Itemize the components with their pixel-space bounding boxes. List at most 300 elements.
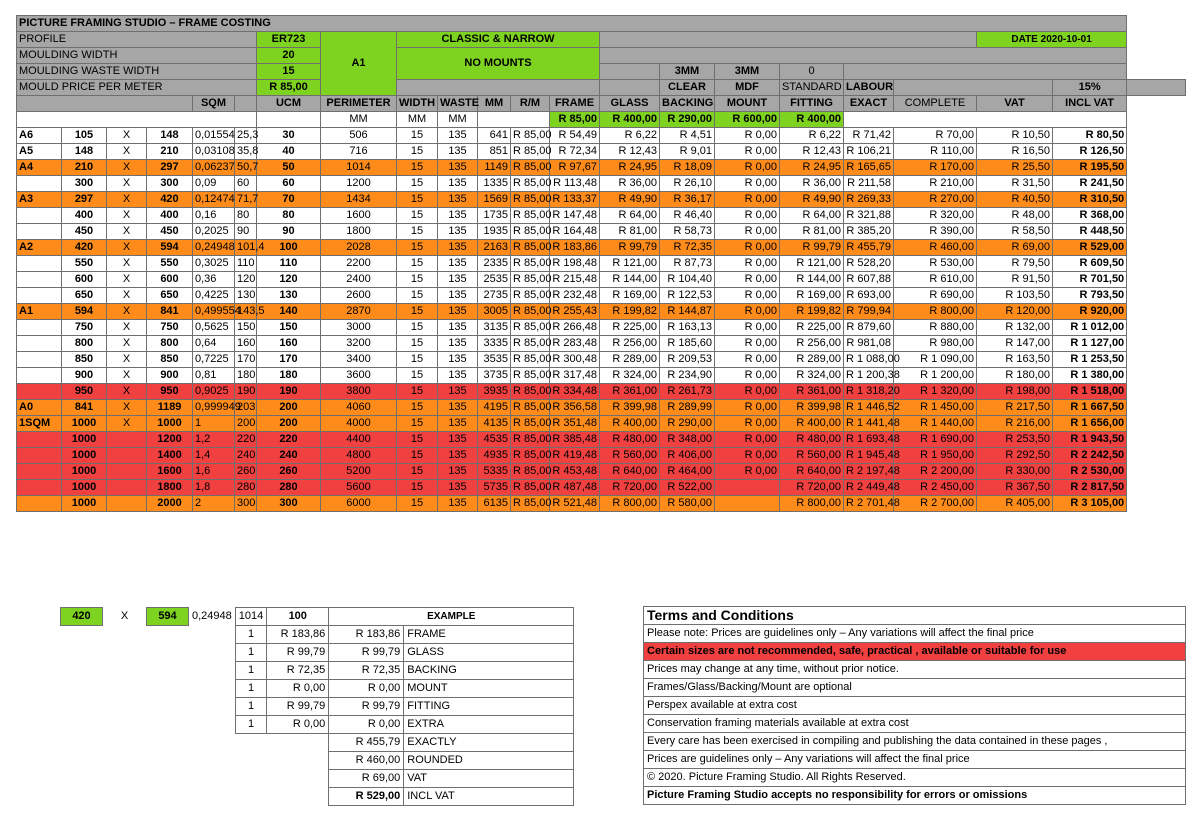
height-cell: 900 <box>147 368 193 384</box>
exact-cost-cell: R 1 441,48 <box>844 416 894 432</box>
incl-vat-cell: R 2 530,00 <box>1053 464 1127 480</box>
width-mm-cell: 15 <box>397 336 438 352</box>
complete-price-cell: R 170,00 <box>894 160 977 176</box>
mww-value[interactable]: 15 <box>257 64 321 80</box>
times-cell <box>107 464 147 480</box>
vat-cell: R 292,50 <box>977 448 1053 464</box>
incl-vat-cell: R 793,50 <box>1053 288 1127 304</box>
total-mm-cell: 4935 <box>478 448 511 464</box>
perimeter-cell: 3600 <box>321 368 397 384</box>
incl-vat-cell: R 701,50 <box>1053 272 1127 288</box>
unit-glass[interactable]: R 400,00 <box>600 112 660 128</box>
times-cell: X <box>107 272 147 288</box>
col-ucm: UCM <box>257 96 321 112</box>
unit-backing[interactable]: R 290,00 <box>660 112 715 128</box>
times-cell: X <box>107 288 147 304</box>
complete-price-cell: R 390,00 <box>894 224 977 240</box>
width-cell: 1000 <box>62 496 107 512</box>
width-mm-cell: 15 <box>397 400 438 416</box>
vat-cell: R 10,50 <box>977 128 1053 144</box>
times-cell <box>107 448 147 464</box>
backing-cost-cell: R 46,40 <box>660 208 715 224</box>
incl-vat-cell: R 529,00 <box>1053 240 1127 256</box>
rate-per-meter-cell: R 85,00 <box>511 384 550 400</box>
sqm-cell: 0,5625 <box>193 320 235 336</box>
sqm-cell: 0,12474 <box>193 192 235 208</box>
example-line-total: R 99,79 <box>329 644 404 662</box>
example-width[interactable]: 420 <box>61 608 103 626</box>
total-mm-cell: 2335 <box>478 256 511 272</box>
example-unit-cost: R 99,79 <box>267 698 329 716</box>
glass-cost-cell: R 720,00 <box>600 480 660 496</box>
glass-cost-cell: R 6,22 <box>600 128 660 144</box>
table-row <box>17 272 1186 288</box>
total-mm-cell: 1569 <box>478 192 511 208</box>
half-perimeter-cell: 60 <box>235 176 257 192</box>
incl-vat-cell: R 920,00 <box>1053 304 1127 320</box>
incl-vat-cell: R 310,50 <box>1053 192 1127 208</box>
mount-cost-cell: R 0,00 <box>715 208 780 224</box>
unit-width: MM <box>397 112 438 128</box>
height-cell: 950 <box>147 384 193 400</box>
width-mm-cell: 15 <box>397 496 438 512</box>
costing-table <box>16 15 1186 512</box>
vat-cell: R 103,50 <box>977 288 1053 304</box>
backing-cost-cell: R 18,09 <box>660 160 715 176</box>
exact-cost-cell: R 2 197,48 <box>844 464 894 480</box>
terms-line: Perspex available at extra cost <box>644 697 1186 715</box>
exact-cost-cell: R 211,58 <box>844 176 894 192</box>
waste-cell: 135 <box>438 352 478 368</box>
moulding-waste-row <box>17 64 1186 80</box>
mount-cost-cell: R 0,00 <box>715 384 780 400</box>
title-row <box>17 16 1186 32</box>
size-name-cell <box>17 384 62 400</box>
waste-cell: 135 <box>438 176 478 192</box>
perimeter-cell: 506 <box>321 128 397 144</box>
height-cell: 300 <box>147 176 193 192</box>
perimeter-cell: 1014 <box>321 160 397 176</box>
total-mm-cell: 1335 <box>478 176 511 192</box>
waste-cell: 135 <box>438 368 478 384</box>
size-name-cell: A6 <box>17 128 62 144</box>
total-mm-cell: 1935 <box>478 224 511 240</box>
waste-cell: 135 <box>438 416 478 432</box>
example-height[interactable]: 594 <box>147 608 189 626</box>
frame-cost-cell: R 453,48 <box>550 464 600 480</box>
width-cell: 1000 <box>62 464 107 480</box>
waste-cell: 135 <box>438 432 478 448</box>
example-line-total: R 72,35 <box>329 662 404 680</box>
fitting-cost-cell: R 49,90 <box>780 192 844 208</box>
mount-cost-cell: R 0,00 <box>715 368 780 384</box>
vat-cell: R 180,00 <box>977 368 1053 384</box>
example-qty: 1 <box>235 680 266 698</box>
sqm-cell: 0,03108 <box>193 144 235 160</box>
waste-cell: 135 <box>438 384 478 400</box>
width-mm-cell: 15 <box>397 448 438 464</box>
fitting-cost-cell: R 800,00 <box>780 496 844 512</box>
mount-cost-cell <box>715 496 780 512</box>
width-mm-cell: 15 <box>397 208 438 224</box>
sqm-cell: 0,09 <box>193 176 235 192</box>
backing-cost-cell: R 36,17 <box>660 192 715 208</box>
height-cell: 841 <box>147 304 193 320</box>
example-line-total: R 99,79 <box>329 698 404 716</box>
rate-per-meter-cell: R 85,00 <box>511 144 550 160</box>
waste-cell: 135 <box>438 256 478 272</box>
moulding-width-row <box>17 48 1186 64</box>
table-row <box>17 192 1186 208</box>
times-cell: X <box>107 128 147 144</box>
table-row <box>17 160 1186 176</box>
waste-cell: 135 <box>438 464 478 480</box>
exact-cost-cell: R 455,79 <box>844 240 894 256</box>
terms-line: Frames/Glass/Backing/Mount are optional <box>644 679 1186 697</box>
blank-cell-5 <box>1127 80 1186 96</box>
example-table <box>60 607 574 806</box>
times-cell: X <box>107 240 147 256</box>
vat-cell: R 31,50 <box>977 176 1053 192</box>
table-row <box>17 288 1186 304</box>
frame-cost-cell: R 521,48 <box>550 496 600 512</box>
exact-cost-cell: R 981,08 <box>844 336 894 352</box>
ucm-cell: 150 <box>257 320 321 336</box>
width-cell: 550 <box>62 256 107 272</box>
width-cell: 850 <box>62 352 107 368</box>
terms-line: Certain sizes are not recommended, safe, practical , available or suitable for use <box>644 643 1186 661</box>
width-mm-cell: 15 <box>397 176 438 192</box>
unit-mount[interactable]: R 600,00 <box>715 112 780 128</box>
frame-cost-cell: R 215,48 <box>550 272 600 288</box>
example-qty: 1 <box>235 644 266 662</box>
width-mm-cell: 15 <box>397 288 438 304</box>
exact-cost-cell: R 165,65 <box>844 160 894 176</box>
rate-per-meter-cell: R 85,00 <box>511 464 550 480</box>
profile-row <box>17 32 1186 48</box>
exact-cost-cell: R 2 701,48 <box>844 496 894 512</box>
rate-per-meter-cell: R 85,00 <box>511 368 550 384</box>
table-row <box>17 448 1186 464</box>
glass-cost-cell: R 169,00 <box>600 288 660 304</box>
table-row <box>17 368 1186 384</box>
unit-frame[interactable]: R 85,00 <box>550 112 600 128</box>
col-incl-vat: INCL VAT <box>1053 96 1127 112</box>
rate-per-meter-cell: R 85,00 <box>511 448 550 464</box>
size-name-cell <box>17 352 62 368</box>
sqm-cell: 1,8 <box>193 480 235 496</box>
blank-unit <box>17 112 257 128</box>
glass-cost-cell: R 81,00 <box>600 224 660 240</box>
col-vat: VAT <box>977 96 1053 112</box>
clear-label: CLEAR <box>660 80 715 96</box>
example-qty: 1 <box>235 716 266 734</box>
blank-cell-4 <box>894 80 1053 96</box>
ucm-cell: 160 <box>257 336 321 352</box>
ucm-cell: 90 <box>257 224 321 240</box>
waste-cell: 135 <box>438 304 478 320</box>
vat-cell: R 163,50 <box>977 352 1053 368</box>
frame-cost-cell: R 487,48 <box>550 480 600 496</box>
unit-fitting[interactable]: R 400,00 <box>780 112 844 128</box>
table-row <box>17 304 1186 320</box>
width-cell: 650 <box>62 288 107 304</box>
glass-cost-cell: R 199,82 <box>600 304 660 320</box>
width-cell: 594 <box>62 304 107 320</box>
width-mm-cell: 15 <box>397 272 438 288</box>
half-perimeter-cell: 280 <box>235 480 257 496</box>
mould-price-row <box>17 80 1186 96</box>
size-name-cell <box>17 464 62 480</box>
waste-cell: 135 <box>438 208 478 224</box>
width-mm-cell: 15 <box>397 352 438 368</box>
example-line-label: MOUNT <box>404 680 574 698</box>
half-perimeter-cell: 35,8 <box>235 144 257 160</box>
complete-price-cell: R 320,00 <box>894 208 977 224</box>
perimeter-cell: 1800 <box>321 224 397 240</box>
half-perimeter-cell: 203 <box>235 400 257 416</box>
example-sqm: 0,24948 <box>192 610 232 622</box>
width-mm-cell: 15 <box>397 160 438 176</box>
table-row <box>17 336 1186 352</box>
size-name-cell: A1 <box>17 304 62 320</box>
times-cell: X <box>107 304 147 320</box>
height-cell: 650 <box>147 288 193 304</box>
width-mm-cell: 15 <box>397 464 438 480</box>
rate-per-meter-cell: R 85,00 <box>511 192 550 208</box>
size-name-cell <box>17 208 62 224</box>
terms-line-row <box>644 661 1186 679</box>
blank-colhead-2 <box>235 96 257 112</box>
vat-cell: R 25,50 <box>977 160 1053 176</box>
half-perimeter-cell: 240 <box>235 448 257 464</box>
frame-cost-cell: R 232,48 <box>550 288 600 304</box>
col-mm: MM <box>478 96 511 112</box>
height-cell: 1200 <box>147 432 193 448</box>
perimeter-cell: 5600 <box>321 480 397 496</box>
frame-cost-cell: R 300,48 <box>550 352 600 368</box>
unit-price-row <box>17 112 1186 128</box>
profile-label: PROFILE <box>17 32 257 48</box>
width-cell: 1000 <box>62 448 107 464</box>
example-total-row <box>61 770 574 788</box>
unit-waste: MM <box>438 112 478 128</box>
glass-cost-cell: R 99,79 <box>600 240 660 256</box>
complete-price-cell: R 70,00 <box>894 128 977 144</box>
table-row <box>17 128 1186 144</box>
ucm-cell: 50 <box>257 160 321 176</box>
frame-cost-cell: R 266,48 <box>550 320 600 336</box>
rate-per-meter-cell: R 85,00 <box>511 336 550 352</box>
fitting-cost-cell: R 324,00 <box>780 368 844 384</box>
example-qty: 1 <box>235 626 266 644</box>
table-row <box>17 176 1186 192</box>
terms-line: © 2020. Picture Framing Studio. All Rights Reserved. <box>644 769 1186 787</box>
mount-cost-cell: R 0,00 <box>715 336 780 352</box>
total-mm-cell: 4535 <box>478 432 511 448</box>
height-cell: 1800 <box>147 480 193 496</box>
glass-cost-cell: R 12,43 <box>600 144 660 160</box>
perimeter-cell: 3400 <box>321 352 397 368</box>
size-name-cell: A4 <box>17 160 62 176</box>
ucm-cell: 40 <box>257 144 321 160</box>
blank-header <box>600 32 977 48</box>
mount-cost-cell: R 0,00 <box>715 160 780 176</box>
rate-per-meter-cell: R 85,00 <box>511 432 550 448</box>
times-cell <box>107 432 147 448</box>
complete-price-cell: R 1 690,00 <box>894 432 977 448</box>
glass-cost-cell: R 400,00 <box>600 416 660 432</box>
fitting-cost-cell: R 36,00 <box>780 176 844 192</box>
height-cell: 1600 <box>147 464 193 480</box>
glass-cost-cell: R 480,00 <box>600 432 660 448</box>
rate-per-meter-cell: R 85,00 <box>511 256 550 272</box>
exact-cost-cell: R 1 446,52 <box>844 400 894 416</box>
table-row <box>17 496 1186 512</box>
example-line-row <box>61 716 574 734</box>
complete-price-cell: R 110,00 <box>894 144 977 160</box>
fitting-cost-cell: R 199,82 <box>780 304 844 320</box>
backing-cost-cell: R 580,00 <box>660 496 715 512</box>
frame-cost-cell: R 113,48 <box>550 176 600 192</box>
size-name-cell <box>17 448 62 464</box>
half-perimeter-cell: 25,3 <box>235 128 257 144</box>
fitting-cost-cell: R 256,00 <box>780 336 844 352</box>
costing-sheet <box>16 15 1186 512</box>
backing-cost-cell: R 4,51 <box>660 128 715 144</box>
vat-cell: R 147,00 <box>977 336 1053 352</box>
times-cell <box>107 480 147 496</box>
incl-vat-cell: R 80,50 <box>1053 128 1127 144</box>
size-name-cell: A3 <box>17 192 62 208</box>
ucm-cell: 100 <box>257 240 321 256</box>
fitting-cost-cell: R 12,43 <box>780 144 844 160</box>
width-cell: 800 <box>62 336 107 352</box>
complete-price-cell: R 980,00 <box>894 336 977 352</box>
size-name-cell <box>17 432 62 448</box>
example-line-label: BACKING <box>404 662 574 680</box>
sqm-cell: 1,6 <box>193 464 235 480</box>
perimeter-cell: 716 <box>321 144 397 160</box>
total-mm-cell: 3535 <box>478 352 511 368</box>
incl-vat-cell: R 1 253,50 <box>1053 352 1127 368</box>
perimeter-cell: 2400 <box>321 272 397 288</box>
complete-price-cell: R 800,00 <box>894 304 977 320</box>
col-perimeter: PERIMETER <box>321 96 397 112</box>
vat-cell: R 40,50 <box>977 192 1053 208</box>
example-blank <box>61 680 236 698</box>
terms-line-row <box>644 769 1186 787</box>
size-name-cell: 1SQM <box>17 416 62 432</box>
incl-vat-cell: R 1 667,50 <box>1053 400 1127 416</box>
size-name-cell <box>17 272 62 288</box>
example-total-row <box>61 752 574 770</box>
complete-price-cell: R 880,00 <box>894 320 977 336</box>
example-line-label: EXTRA <box>404 716 574 734</box>
fitting-cost-cell: R 169,00 <box>780 288 844 304</box>
table-row <box>17 224 1186 240</box>
example-qty: 1 <box>235 698 266 716</box>
example-total-label: INCL VAT <box>404 788 574 806</box>
width-mm-cell: 15 <box>397 128 438 144</box>
backing-cost-cell: R 209,53 <box>660 352 715 368</box>
complete-price-cell: R 270,00 <box>894 192 977 208</box>
vat-cell: R 91,50 <box>977 272 1053 288</box>
glass-cost-cell: R 49,90 <box>600 192 660 208</box>
mpp-value[interactable]: R 85,00 <box>257 80 321 96</box>
ucm-cell: 260 <box>257 464 321 480</box>
height-cell: 750 <box>147 320 193 336</box>
mw-value[interactable]: 20 <box>257 48 321 64</box>
fitting-cost-cell: R 24,95 <box>780 160 844 176</box>
exact-cost-cell: R 1 200,38 <box>844 368 894 384</box>
times-cell: X <box>107 256 147 272</box>
backing-cost-cell: R 290,00 <box>660 416 715 432</box>
sqm-cell: 1,4 <box>193 448 235 464</box>
example-blank <box>61 662 236 680</box>
width-cell: 1000 <box>62 432 107 448</box>
col-mount: MOUNT <box>715 96 780 112</box>
fitting-cost-cell: R 225,00 <box>780 320 844 336</box>
height-cell: 800 <box>147 336 193 352</box>
example-line-row <box>61 698 574 716</box>
half-perimeter-cell: 143,5 <box>235 304 257 320</box>
waste-cell: 135 <box>438 400 478 416</box>
perimeter-cell: 1200 <box>321 176 397 192</box>
height-cell: 2000 <box>147 496 193 512</box>
rate-per-meter-cell: R 85,00 <box>511 208 550 224</box>
example-total-label: EXACTLY <box>404 734 574 752</box>
blank-header-3 <box>844 64 1127 80</box>
half-perimeter-cell: 200 <box>235 416 257 432</box>
exact-cost-cell: R 528,20 <box>844 256 894 272</box>
rate-per-meter-cell: R 85,00 <box>511 240 550 256</box>
profile-value[interactable]: ER723 <box>257 32 321 48</box>
terms-line-row <box>644 625 1186 643</box>
backing-cost-cell: R 163,13 <box>660 320 715 336</box>
total-mm-cell: 3935 <box>478 384 511 400</box>
example-qty: 1 <box>235 662 266 680</box>
sqm-cell: 0,3025 <box>193 256 235 272</box>
ucm-cell: 220 <box>257 432 321 448</box>
incl-vat-cell: R 241,50 <box>1053 176 1127 192</box>
glass-cost-cell: R 640,00 <box>600 464 660 480</box>
glass-cost-cell: R 560,00 <box>600 448 660 464</box>
glass-3mm: 3MM <box>660 64 715 80</box>
height-cell: 1189 <box>147 400 193 416</box>
complete-price-cell: R 2 700,00 <box>894 496 977 512</box>
blank-cell <box>600 64 660 80</box>
frame-cost-cell: R 419,48 <box>550 448 600 464</box>
terms-line-row <box>644 751 1186 769</box>
total-mm-cell: 2735 <box>478 288 511 304</box>
times-cell: X <box>107 144 147 160</box>
mount-cost-cell: R 0,00 <box>715 448 780 464</box>
backing-cost-cell: R 522,00 <box>660 480 715 496</box>
example-s2: 1014 <box>235 608 266 626</box>
sqm-cell: 0,4225 <box>193 288 235 304</box>
glass-cost-cell: R 144,00 <box>600 272 660 288</box>
complete-price-cell: R 1 950,00 <box>894 448 977 464</box>
style-name: CLASSIC & NARROW <box>397 32 600 48</box>
times-cell: X <box>107 208 147 224</box>
fitting-cost-cell: R 64,00 <box>780 208 844 224</box>
total-mm-cell: 1735 <box>478 208 511 224</box>
exact-cost-cell: R 879,60 <box>844 320 894 336</box>
example-x: X <box>120 610 129 622</box>
example-blank <box>61 752 329 770</box>
rate-per-meter-cell: R 85,00 <box>511 304 550 320</box>
